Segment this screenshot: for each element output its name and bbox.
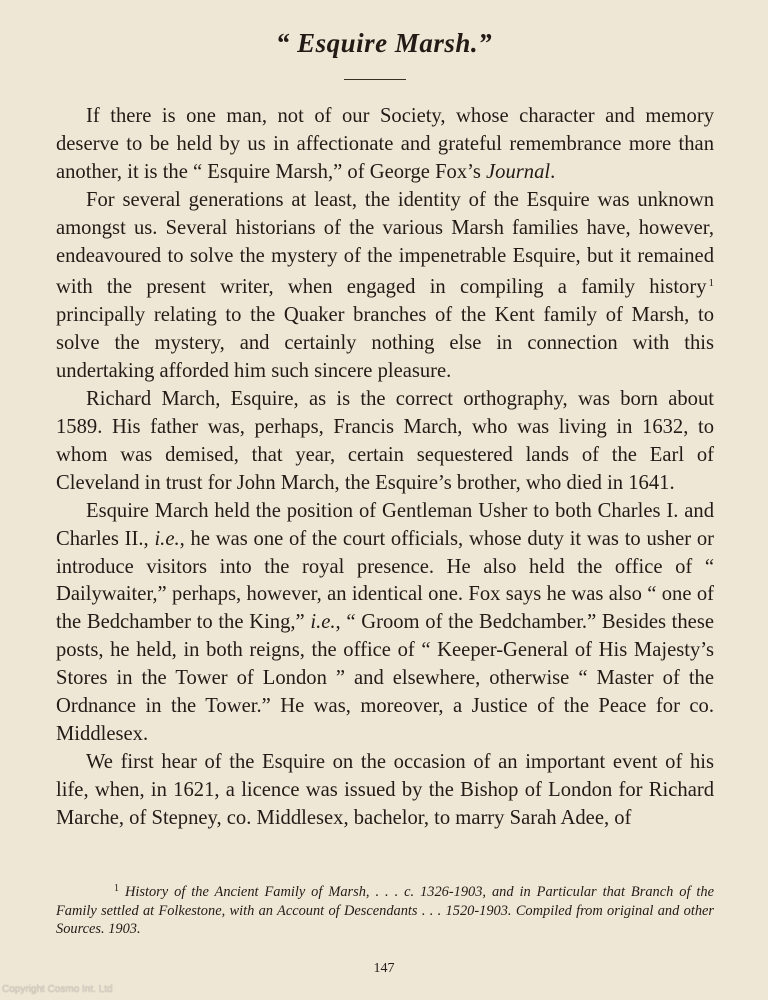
- footnote: [56, 880, 714, 939]
- ie-italic: i.e.: [154, 527, 180, 550]
- article-body: [56, 95, 714, 833]
- title-rule: [344, 79, 406, 80]
- paragraph-text: principally relating to the Quaker branches of the Kent family of Marsh, to solve the mystery, and certainly nothing else in connection with this undertaking afforded him such sincere pleasure.: [56, 304, 714, 383]
- paragraph-text: Richard March, Esquire, as is the correct orthography, was born about 1589. His father was, perhaps, Francis March, who was living in 1632, to whom was demised, that year, certain sequestered lands of the Earl of Cleveland in trust for John March, the Esquire’s brother, who died in 1641.: [56, 388, 714, 494]
- paragraph: [56, 187, 714, 386]
- paragraph-text: , “ Groom of the Bedchamber.” Besides these posts, he held, in both reigns, the office of “ Keeper-General of His Majesty’s Stores in the Tower of London ” and elsewhere, otherwise “ Master of the Ordnance in the Tower.” He was, moreover, a Justice of the Peace for co. Middlesex.: [56, 611, 714, 745]
- paragraph: [56, 103, 714, 187]
- paragraph: [56, 498, 714, 749]
- page-title: “ Esquire Marsh.”: [275, 28, 493, 58]
- paragraph-text: We first hear of the Esquire on the occasion of an important event of his life, when, in 1621, a licence was issued by the Bishop of London for Richard Marche, of Stepney, co. Middlesex, bachelor, to marry Sarah Adee, of: [56, 750, 714, 829]
- paragraph: [56, 386, 714, 498]
- paragraph-text: .: [550, 160, 556, 183]
- ie-italic: i.e.: [310, 611, 336, 634]
- footnote-text: History of the Ancient Family of Marsh, . . . c. 1326-1903, and in Particular that Branch of the Family settled at Folkestone, with an Account of Descendants . . . 1520-1903. Compiled from original and other Sources. 1903.: [56, 884, 714, 938]
- page-number: 147: [373, 961, 395, 976]
- paragraph: [56, 749, 714, 833]
- paragraph-text: For several generations at least, the identity of the Esquire was unknown amongst us. Several historians of the various Marsh families have, however, endeavoured to solve the mystery of the impenetrable Esquire, but it remained with the present writer, when engaged in compiling a family history: [56, 188, 714, 299]
- paragraph-text: Esquire March held the position of Gentleman Usher to both Charles I. and Charles II.,: [56, 499, 714, 550]
- paragraph-text: , he was one of the court officials, whose duty it was to usher or introduce visitors into the royal presence. He also held the office of “ Dailywaiter,” perhaps, however, an identical one. Fox says he was also “ one of the Bedchamber to the King,”: [56, 527, 714, 634]
- copyright-watermark: Copyright Cosmo Int. Ltd: [2, 984, 113, 995]
- footnote-reference: 1: [708, 277, 714, 290]
- footnote-mark: 1: [114, 883, 119, 894]
- journal-italic: Journal: [486, 160, 551, 183]
- paragraph-text: If there is one man, not of our Society, whose character and memory deserve to be held by us in affectionate and grateful remembrance more than another, it is the “ Esquire Marsh,” of George Fox’s: [56, 105, 714, 183]
